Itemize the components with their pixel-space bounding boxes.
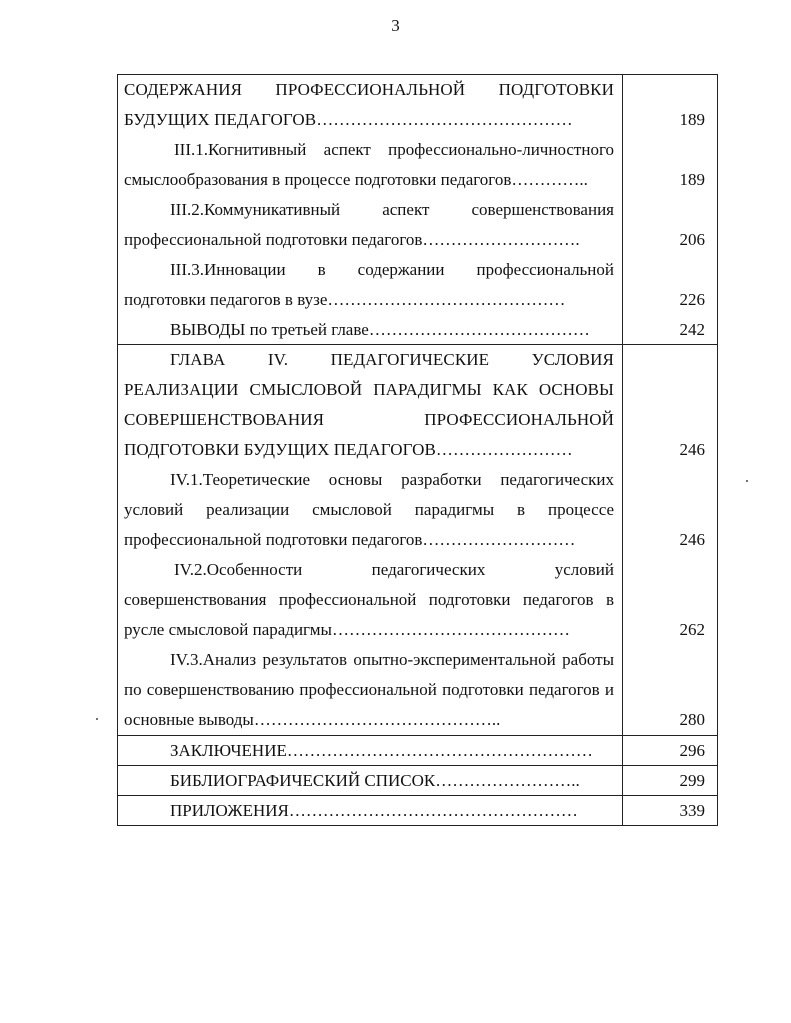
toc-entry-section-3-3 xyxy=(118,255,718,315)
toc-entry-title: III.2.Коммуникативный аспект совершенствования профессиональной подготовки педагогов………………………. xyxy=(118,195,623,255)
toc-entry-page: 242 xyxy=(623,315,718,345)
toc-entry-section-4-1 xyxy=(118,465,718,555)
toc-entry-appendix xyxy=(118,796,718,826)
toc-entry-page: 262 xyxy=(623,555,718,645)
toc-entry-page: 189 xyxy=(623,135,718,195)
toc-entry-section-4-3 xyxy=(118,645,718,736)
toc-entry-section-3-1 xyxy=(118,135,718,195)
toc-entry-title: ГЛАВА IV. ПЕДАГОГИЧЕСКИЕ УСЛОВИЯ РЕАЛИЗАЦИИ СМЫСЛОВОЙ ПАРАДИГМЫ КАК ОСНОВЫ СОВЕРШЕНСТВОВАНИЯ ПРОФЕССИОНАЛЬНОЙ ПОДГОТОВКИ БУДУЩИХ ПЕДАГОГОВ…………………… xyxy=(118,345,623,466)
toc-entry-page: 226 xyxy=(623,255,718,315)
toc-entry-section-3-2 xyxy=(118,195,718,255)
toc-entry-page: 189 xyxy=(623,75,718,136)
toc-entry-title: IV.2.Особенности педагогических условий совершенствования профессиональной подготовки педагогов в русле смысловой парадигмы…………………………………… xyxy=(118,555,623,645)
toc-entry-title: БИБЛИОГРАФИЧЕСКИЙ СПИСОК…………………….. xyxy=(118,766,623,796)
toc-entry-title: СОДЕРЖАНИЯ ПРОФЕССИОНАЛЬНОЙ ПОДГОТОВКИ БУДУЩИХ ПЕДАГОГОВ……………………………………… xyxy=(118,75,623,136)
toc-entry-conclusion xyxy=(118,736,718,766)
toc-entry-page: 296 xyxy=(623,736,718,766)
toc-entry-title: IV.1.Теоретические основы разработки педагогических условий реализации смысловой парадигмы в процессе профессиональной подготовки педагогов……………………… xyxy=(118,465,623,555)
toc-entry-section-4-2 xyxy=(118,555,718,645)
toc-entry-title: ВЫВОДЫ по третьей главе………………………………… xyxy=(118,315,623,345)
toc-entry-chapter4 xyxy=(118,345,718,466)
toc-entry-chapter3-tail xyxy=(118,75,718,136)
toc-entry-page: 206 xyxy=(623,195,718,255)
toc-entry-page: 246 xyxy=(623,465,718,555)
toc-entry-title: III.3.Инновации в содержании профессиональной подготовки педагогов в вузе…………………………………… xyxy=(118,255,623,315)
toc-entry-title: IV.3.Анализ результатов опытно-экспериментальной работы по совершенствованию профессиональной подготовки педагогов и основные выводы…………………………………….. xyxy=(118,645,623,736)
scan-speck xyxy=(96,718,98,720)
toc-entry-title: III.1.Когнитивный аспект профессионально-личностного смыслообразования в процессе подготовки педагогов………….. xyxy=(118,135,623,195)
toc-entry-title: ЗАКЛЮЧЕНИЕ……………………………………………… xyxy=(118,736,623,766)
scan-speck xyxy=(746,480,748,482)
toc-entry-bibliography xyxy=(118,766,718,796)
toc-entry-page: 299 xyxy=(623,766,718,796)
toc-entry-chapter3-conclusions xyxy=(118,315,718,345)
toc-entry-page: 339 xyxy=(623,796,718,826)
toc-entry-page: 246 xyxy=(623,345,718,466)
toc-entry-title: ПРИЛОЖЕНИЯ…………………………………………… xyxy=(118,796,623,826)
toc-entry-page: 280 xyxy=(623,645,718,736)
page-number: 3 xyxy=(391,16,400,35)
table-of-contents xyxy=(117,74,718,826)
